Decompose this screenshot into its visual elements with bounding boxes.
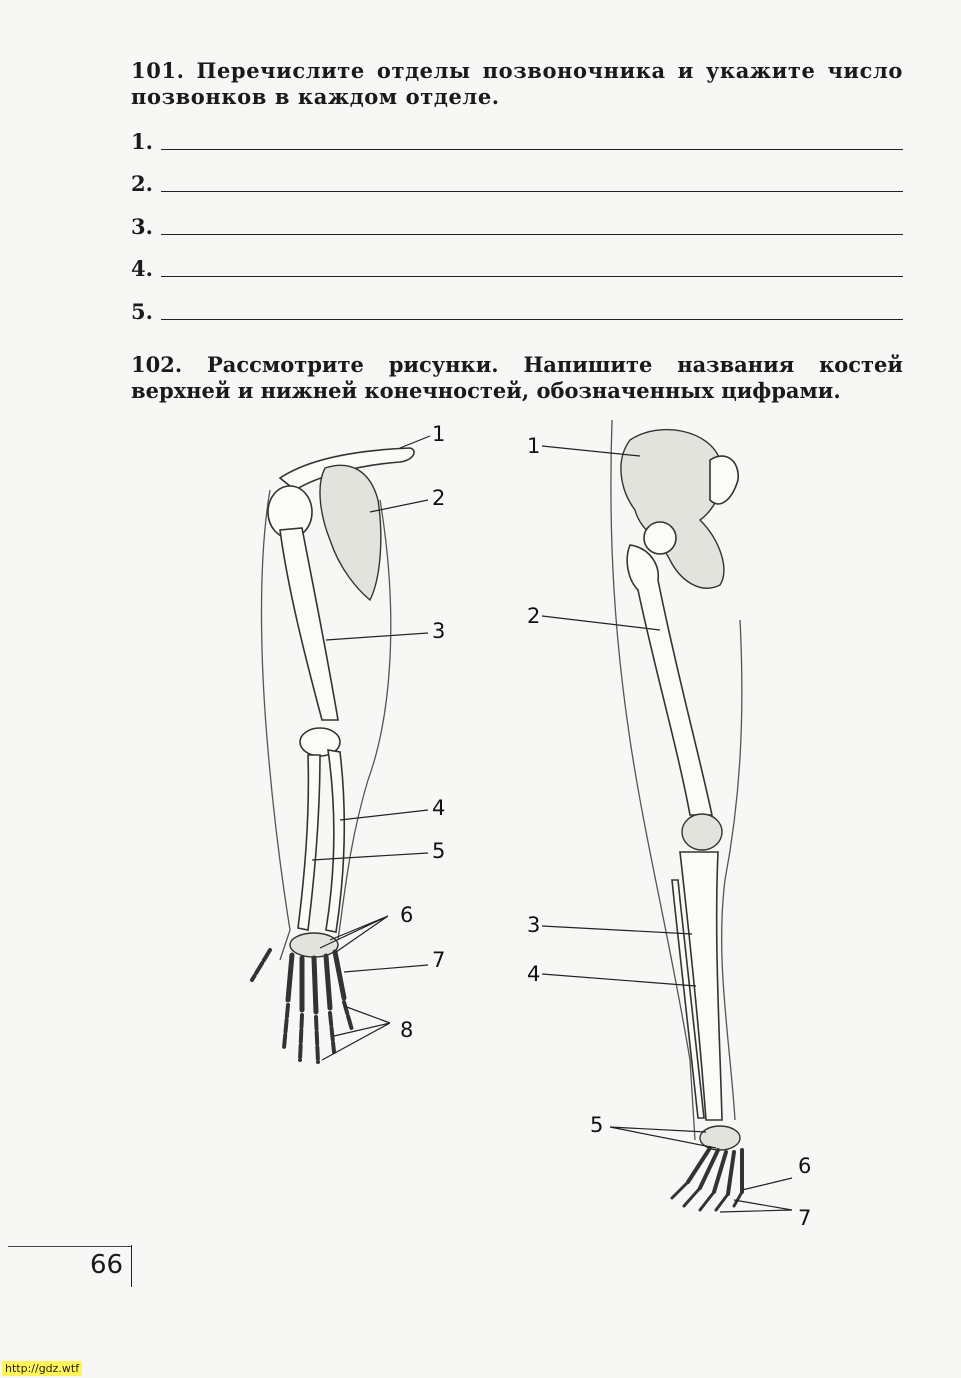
arm-callout-6: 6 bbox=[400, 903, 414, 927]
leg-skeleton-figure bbox=[520, 420, 820, 1220]
footer-rule bbox=[8, 1246, 132, 1247]
answer-line-number: 3. bbox=[131, 214, 153, 239]
leg-callout-2: 2 bbox=[527, 604, 541, 628]
toe-phalanges bbox=[672, 1182, 742, 1210]
leg-callout-3: 3 bbox=[527, 913, 541, 937]
answer-line-2[interactable] bbox=[131, 166, 903, 196]
answer-line-number: 5. bbox=[131, 299, 153, 324]
leg-callout-1: 1 bbox=[527, 434, 541, 458]
scapula bbox=[320, 465, 381, 600]
leg-callout-6: 6 bbox=[798, 1154, 812, 1178]
metacarpals bbox=[288, 952, 344, 1012]
arm-callout-4: 4 bbox=[432, 796, 446, 820]
answer-line-number: 2. bbox=[131, 171, 153, 196]
task-101-title: 101. Перечислите отделы позвоночника и укажите число позвонков в каждом отделе. bbox=[131, 58, 903, 109]
arm-callout-8: 8 bbox=[400, 1018, 414, 1042]
answer-line-1[interactable] bbox=[131, 124, 903, 154]
answer-underline bbox=[161, 191, 903, 192]
page-number-divider bbox=[131, 1245, 132, 1287]
sacrum bbox=[710, 456, 738, 504]
arm-callout-5: 5 bbox=[432, 839, 446, 863]
radius bbox=[298, 755, 320, 930]
page-number: 66 bbox=[90, 1250, 124, 1280]
watermark-label: http://gdz.wtf bbox=[2, 1361, 82, 1376]
humerus bbox=[280, 528, 338, 720]
task-102-title: 102. Рассмотрите рисунки. Напишите названия костей верхней и нижней конечностей, обозначенных цифрами. bbox=[131, 352, 903, 403]
patella bbox=[682, 814, 722, 850]
answer-line-3[interactable] bbox=[131, 209, 903, 239]
arm-callout-1: 1 bbox=[432, 422, 446, 446]
answer-underline bbox=[161, 319, 903, 320]
carpal-bones bbox=[290, 933, 338, 957]
arm-callout-7: 7 bbox=[432, 948, 446, 972]
answer-line-number: 4. bbox=[131, 256, 153, 281]
leg-callout-7: 7 bbox=[798, 1206, 812, 1230]
answer-line-5[interactable] bbox=[131, 294, 903, 324]
leg-callout-5: 5 bbox=[590, 1113, 604, 1137]
answer-underline bbox=[161, 234, 903, 235]
arm-skeleton-figure bbox=[240, 420, 480, 1080]
answer-underline bbox=[161, 276, 903, 277]
arm-callout-3: 3 bbox=[432, 619, 446, 643]
answer-line-4[interactable] bbox=[131, 251, 903, 281]
femur-head bbox=[644, 522, 676, 554]
metatarsals bbox=[688, 1148, 742, 1194]
answer-underline bbox=[161, 149, 903, 150]
arm-callout-2: 2 bbox=[432, 486, 446, 510]
answer-line-number: 1. bbox=[131, 129, 153, 154]
leg-callout-4: 4 bbox=[527, 962, 541, 986]
ulna bbox=[326, 750, 344, 932]
